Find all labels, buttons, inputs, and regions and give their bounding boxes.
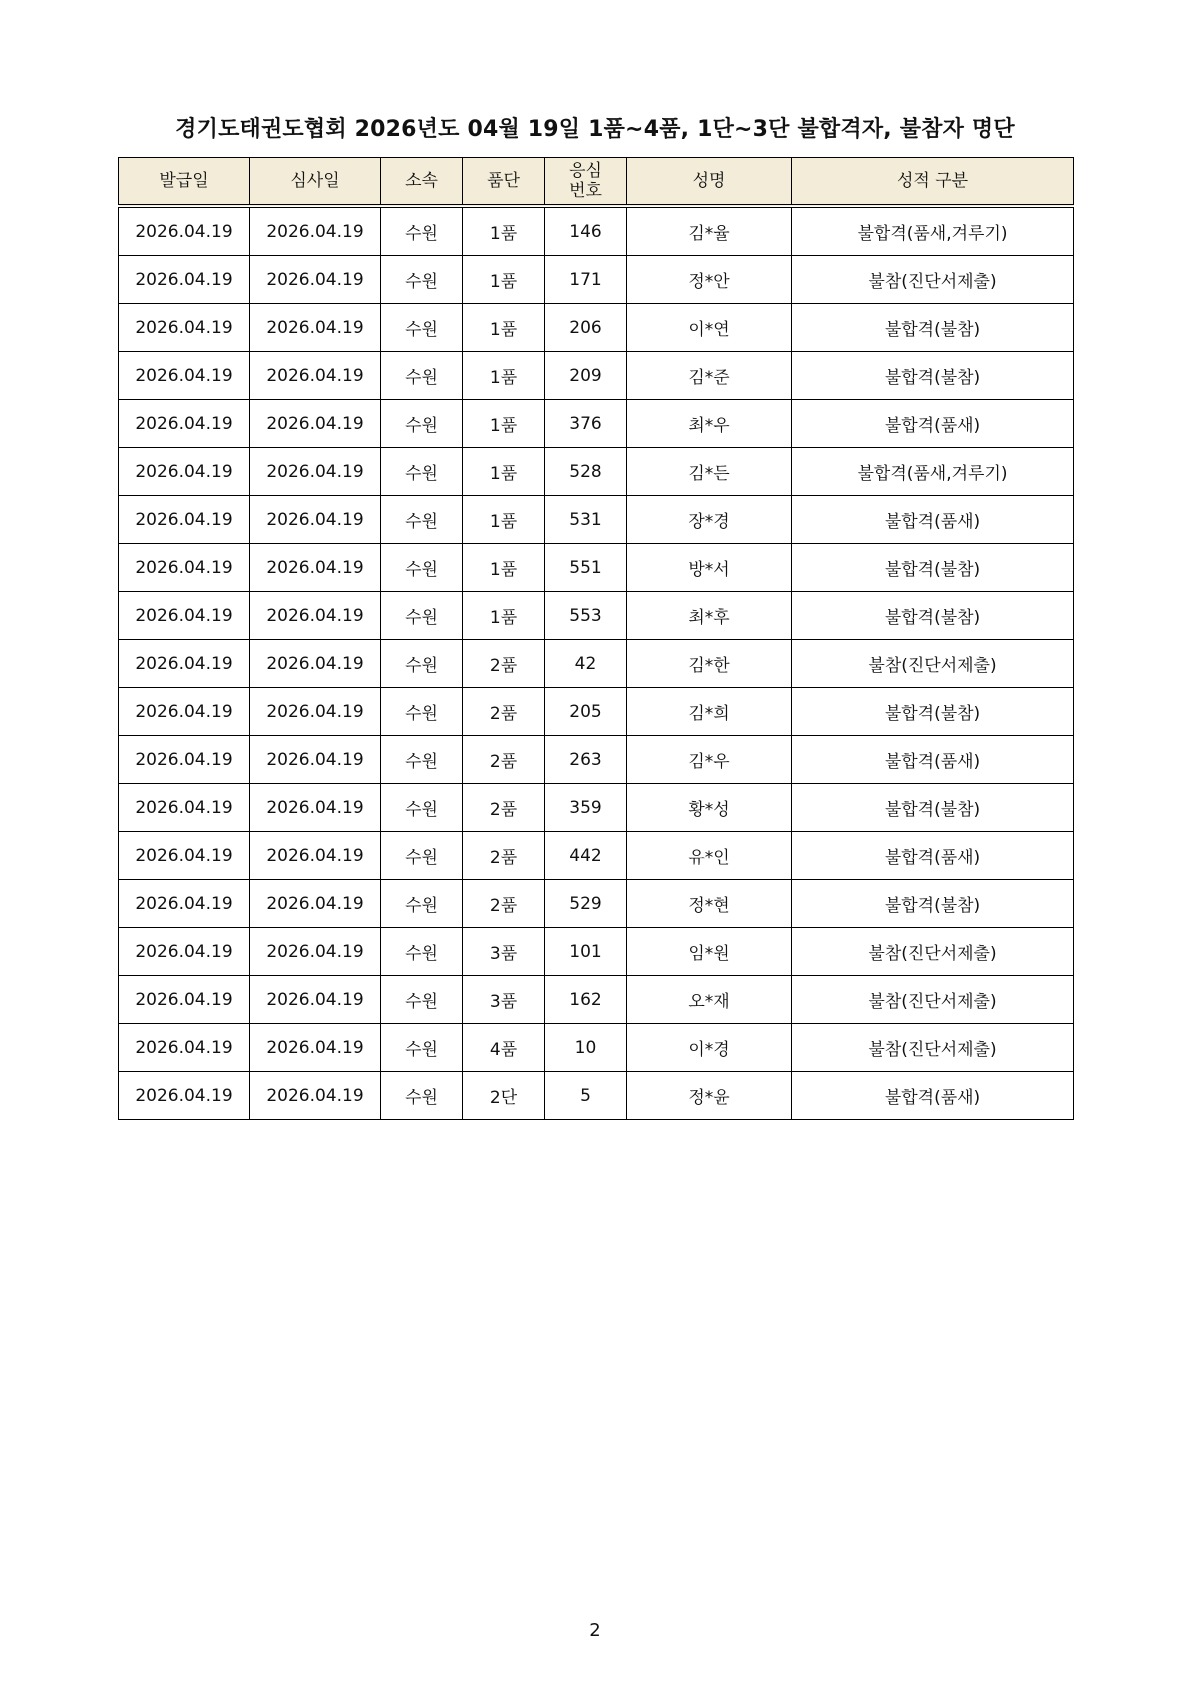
affiliation-cell: 수원 xyxy=(381,352,463,400)
name-cell: 이*연 xyxy=(627,304,792,352)
result-cell: 불합격(품새,겨루기) xyxy=(792,206,1074,256)
name-cell: 장*경 xyxy=(627,496,792,544)
affiliation-cell: 수원 xyxy=(381,1072,463,1120)
exam-number-cell: 42 xyxy=(545,640,627,688)
table-row xyxy=(119,832,1074,880)
table-row xyxy=(119,640,1074,688)
affiliation-cell: 수원 xyxy=(381,880,463,928)
grade-cell: 1품 xyxy=(463,304,545,352)
exam-date-cell: 2026.04.19 xyxy=(250,688,381,736)
name-cell: 황*성 xyxy=(627,784,792,832)
affiliation-cell: 수원 xyxy=(381,640,463,688)
result-cell: 불합격(불참) xyxy=(792,688,1074,736)
result-cell: 불합격(품새) xyxy=(792,400,1074,448)
affiliation-cell: 수원 xyxy=(381,784,463,832)
issue-date-cell: 2026.04.19 xyxy=(119,928,250,976)
exam-number-cell: 531 xyxy=(545,496,627,544)
name-cell: 방*서 xyxy=(627,544,792,592)
name-cell: 최*후 xyxy=(627,592,792,640)
grade-cell: 4품 xyxy=(463,1024,545,1072)
affiliation-cell: 수원 xyxy=(381,256,463,304)
name-cell: 김*든 xyxy=(627,448,792,496)
grade-cell: 1품 xyxy=(463,544,545,592)
exam-date-cell: 2026.04.19 xyxy=(250,880,381,928)
exam-date-cell: 2026.04.19 xyxy=(250,256,381,304)
grade-cell: 2품 xyxy=(463,832,545,880)
affiliation-cell: 수원 xyxy=(381,592,463,640)
result-cell: 불참(진단서제출) xyxy=(792,256,1074,304)
grade-cell: 1품 xyxy=(463,448,545,496)
table-row xyxy=(119,496,1074,544)
exam-date-cell: 2026.04.19 xyxy=(250,544,381,592)
affiliation-cell: 수원 xyxy=(381,304,463,352)
table-row xyxy=(119,352,1074,400)
affiliation-cell: 수원 xyxy=(381,544,463,592)
result-cell: 불합격(불참) xyxy=(792,352,1074,400)
affiliation-cell: 수원 xyxy=(381,206,463,256)
grade-cell: 3품 xyxy=(463,976,545,1024)
issue-date-cell: 2026.04.19 xyxy=(119,1024,250,1072)
result-cell: 불합격(불참) xyxy=(792,304,1074,352)
result-cell: 불참(진단서제출) xyxy=(792,976,1074,1024)
exam-number-cell: 205 xyxy=(545,688,627,736)
name-cell: 정*윤 xyxy=(627,1072,792,1120)
affiliation-cell: 수원 xyxy=(381,976,463,1024)
exam-date-cell: 2026.04.19 xyxy=(250,496,381,544)
exam-number-cell: 101 xyxy=(545,928,627,976)
table-row xyxy=(119,400,1074,448)
exam-number-cell: 5 xyxy=(545,1072,627,1120)
issue-date-cell: 2026.04.19 xyxy=(119,688,250,736)
exam-date-cell: 2026.04.19 xyxy=(250,736,381,784)
header-result: 성적 구분 xyxy=(792,158,1074,207)
result-cell: 불합격(품새) xyxy=(792,1072,1074,1120)
grade-cell: 2품 xyxy=(463,784,545,832)
name-cell: 이*경 xyxy=(627,1024,792,1072)
header-exam-date: 심사일 xyxy=(250,158,381,207)
table-row xyxy=(119,544,1074,592)
exam-number-cell: 209 xyxy=(545,352,627,400)
exam-date-cell: 2026.04.19 xyxy=(250,1072,381,1120)
exam-number-cell: 553 xyxy=(545,592,627,640)
issue-date-cell: 2026.04.19 xyxy=(119,256,250,304)
grade-cell: 1품 xyxy=(463,496,545,544)
exam-date-cell: 2026.04.19 xyxy=(250,1024,381,1072)
affiliation-cell: 수원 xyxy=(381,736,463,784)
exam-date-cell: 2026.04.19 xyxy=(250,784,381,832)
exam-number-cell: 442 xyxy=(545,832,627,880)
issue-date-cell: 2026.04.19 xyxy=(119,496,250,544)
exam-date-cell: 2026.04.19 xyxy=(250,832,381,880)
exam-number-cell: 10 xyxy=(545,1024,627,1072)
results-table xyxy=(118,157,1074,1120)
result-cell: 불참(진단서제출) xyxy=(792,928,1074,976)
affiliation-cell: 수원 xyxy=(381,928,463,976)
exam-date-cell: 2026.04.19 xyxy=(250,976,381,1024)
issue-date-cell: 2026.04.19 xyxy=(119,592,250,640)
issue-date-cell: 2026.04.19 xyxy=(119,352,250,400)
name-cell: 김*율 xyxy=(627,206,792,256)
result-cell: 불합격(품새) xyxy=(792,496,1074,544)
exam-number-cell: 263 xyxy=(545,736,627,784)
name-cell: 오*재 xyxy=(627,976,792,1024)
result-cell: 불합격(품새) xyxy=(792,832,1074,880)
grade-cell: 1품 xyxy=(463,352,545,400)
exam-number-cell: 529 xyxy=(545,880,627,928)
exam-date-cell: 2026.04.19 xyxy=(250,448,381,496)
issue-date-cell: 2026.04.19 xyxy=(119,304,250,352)
exam-number-cell: 551 xyxy=(545,544,627,592)
result-cell: 불합격(품새) xyxy=(792,736,1074,784)
issue-date-cell: 2026.04.19 xyxy=(119,736,250,784)
issue-date-cell: 2026.04.19 xyxy=(119,976,250,1024)
name-cell: 김*우 xyxy=(627,736,792,784)
grade-cell: 1품 xyxy=(463,400,545,448)
exam-date-cell: 2026.04.19 xyxy=(250,400,381,448)
exam-number-cell: 359 xyxy=(545,784,627,832)
page-number: 2 xyxy=(589,1620,601,1641)
exam-number-cell: 206 xyxy=(545,304,627,352)
exam-date-cell: 2026.04.19 xyxy=(250,206,381,256)
name-cell: 김*한 xyxy=(627,640,792,688)
exam-number-cell: 528 xyxy=(545,448,627,496)
table-row xyxy=(119,1072,1074,1120)
exam-date-cell: 2026.04.19 xyxy=(250,352,381,400)
grade-cell: 2단 xyxy=(463,1072,545,1120)
table-header-row xyxy=(119,158,1074,207)
result-cell: 불참(진단서제출) xyxy=(792,640,1074,688)
exam-number-cell: 376 xyxy=(545,400,627,448)
exam-number-cell: 146 xyxy=(545,206,627,256)
name-cell: 정*현 xyxy=(627,880,792,928)
result-cell: 불참(진단서제출) xyxy=(792,1024,1074,1072)
name-cell: 최*우 xyxy=(627,400,792,448)
grade-cell: 2품 xyxy=(463,736,545,784)
name-cell: 유*인 xyxy=(627,832,792,880)
exam-date-cell: 2026.04.19 xyxy=(250,640,381,688)
document-title: 경기도태권도협회 2026년도 04월 19일 1품~4품, 1단~3단 불합격자, 불참자 명단 xyxy=(175,117,1015,142)
result-cell: 불합격(불참) xyxy=(792,592,1074,640)
table-row xyxy=(119,736,1074,784)
name-cell: 정*안 xyxy=(627,256,792,304)
exam-date-cell: 2026.04.19 xyxy=(250,928,381,976)
table-row xyxy=(119,880,1074,928)
result-cell: 불합격(불참) xyxy=(792,544,1074,592)
grade-cell: 2품 xyxy=(463,640,545,688)
exam-number-cell: 171 xyxy=(545,256,627,304)
name-cell: 임*원 xyxy=(627,928,792,976)
issue-date-cell: 2026.04.19 xyxy=(119,640,250,688)
affiliation-cell: 수원 xyxy=(381,832,463,880)
issue-date-cell: 2026.04.19 xyxy=(119,206,250,256)
issue-date-cell: 2026.04.19 xyxy=(119,400,250,448)
header-issue-date: 발급일 xyxy=(119,158,250,207)
table-row xyxy=(119,784,1074,832)
affiliation-cell: 수원 xyxy=(381,496,463,544)
table-row xyxy=(119,448,1074,496)
result-cell: 불합격(품새,겨루기) xyxy=(792,448,1074,496)
affiliation-cell: 수원 xyxy=(381,1024,463,1072)
exam-date-cell: 2026.04.19 xyxy=(250,304,381,352)
table-row xyxy=(119,256,1074,304)
header-grade: 품단 xyxy=(463,158,545,207)
header-name: 성명 xyxy=(627,158,792,207)
table-row xyxy=(119,304,1074,352)
issue-date-cell: 2026.04.19 xyxy=(119,784,250,832)
grade-cell: 2품 xyxy=(463,688,545,736)
exam-number-cell: 162 xyxy=(545,976,627,1024)
issue-date-cell: 2026.04.19 xyxy=(119,880,250,928)
table-row xyxy=(119,976,1074,1024)
table-row xyxy=(119,592,1074,640)
table-row xyxy=(119,1024,1074,1072)
affiliation-cell: 수원 xyxy=(381,448,463,496)
grade-cell: 1품 xyxy=(463,206,545,256)
exam-date-cell: 2026.04.19 xyxy=(250,592,381,640)
issue-date-cell: 2026.04.19 xyxy=(119,448,250,496)
grade-cell: 2품 xyxy=(463,880,545,928)
grade-cell: 1품 xyxy=(463,256,545,304)
affiliation-cell: 수원 xyxy=(381,400,463,448)
affiliation-cell: 수원 xyxy=(381,688,463,736)
header-affiliation: 소속 xyxy=(381,158,463,207)
issue-date-cell: 2026.04.19 xyxy=(119,544,250,592)
issue-date-cell: 2026.04.19 xyxy=(119,832,250,880)
issue-date-cell: 2026.04.19 xyxy=(119,1072,250,1120)
name-cell: 김*희 xyxy=(627,688,792,736)
result-cell: 불합격(불참) xyxy=(792,880,1074,928)
name-cell: 김*준 xyxy=(627,352,792,400)
result-cell: 불합격(불참) xyxy=(792,784,1074,832)
table-row xyxy=(119,206,1074,256)
header-exam-number: 응심 번호 xyxy=(545,158,627,207)
table-row xyxy=(119,928,1074,976)
table-row xyxy=(119,688,1074,736)
table-body xyxy=(119,206,1074,1120)
grade-cell: 3품 xyxy=(463,928,545,976)
grade-cell: 1품 xyxy=(463,592,545,640)
